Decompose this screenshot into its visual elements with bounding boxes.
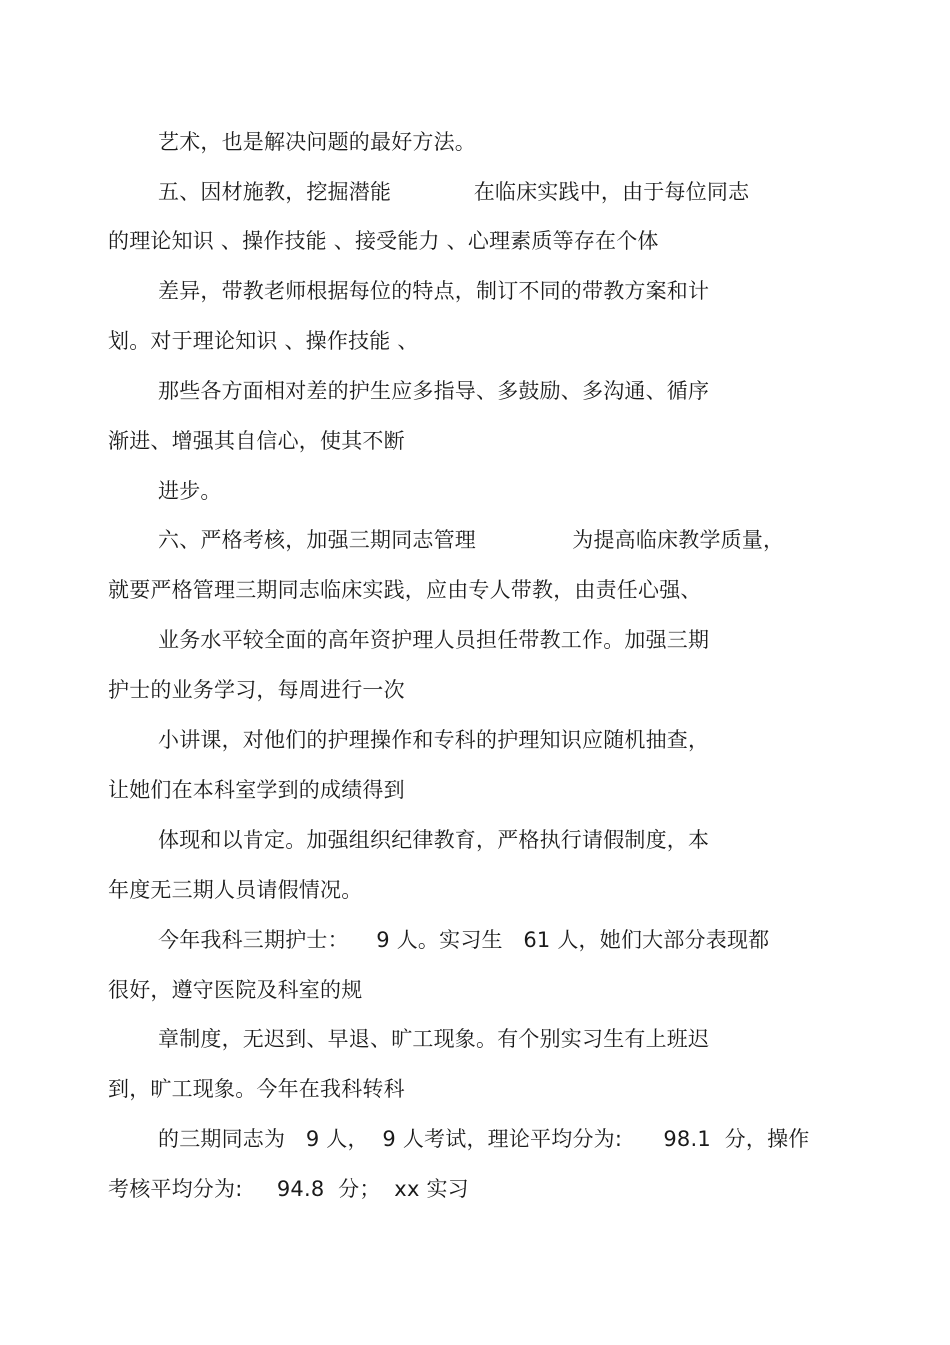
text-line: 体现和以肯定。加强组织纪律教育，严格执行请假制度，本 xyxy=(158,828,710,852)
text-line: 进步。 xyxy=(158,479,222,503)
text-line: 的理论知识 、操作技能 、接受能力 、心理素质等存在个体 xyxy=(108,229,659,253)
text-line: 六、严格考核，加强三期同志管理 为提高临床教学质量， xyxy=(158,528,785,552)
text-line: 让她们在本科室学到的成绩得到 xyxy=(108,778,405,802)
text-line: 考核平均分为: 94.8 分； xx 实习 xyxy=(108,1177,469,1201)
text-line: 章制度，无迟到、早退、旷工现象。有个别实习生有上班迟 xyxy=(158,1027,710,1051)
text-line: 划。对于理论知识 、操作技能 、 xyxy=(108,329,419,353)
text-line: 艺术，也是解决问题的最好方法。 xyxy=(158,130,476,154)
text-line: 年度无三期人员请假情况。 xyxy=(108,878,363,902)
text-line: 渐进、增强其自信心，使其不断 xyxy=(108,429,405,453)
text-line: 的三期同志为 9 人， 9 人考试，理论平均分为: 98.1 分，操作 xyxy=(158,1127,810,1151)
text-line: 差异，带教老师根据每位的特点，制订不同的带教方案和计 xyxy=(158,279,710,303)
text-line: 今年我科三期护士： 9 人。实习生 61 人，她们大部分表现都 xyxy=(158,928,770,952)
text-line: 那些各方面相对差的护生应多指导、多鼓励、多沟通、循序 xyxy=(158,379,710,403)
text-line: 五、因材施教，挖掘潜能 在临床实践中，由于每位同志 xyxy=(158,180,750,204)
text-line: 业务水平较全面的高年资护理人员担任带教工作。加强三期 xyxy=(158,628,710,652)
text-line: 就要严格管理三期同志临床实践，应由专人带教，由责任心强、 xyxy=(108,578,702,602)
text-line: 到，旷工现象。今年在我科转科 xyxy=(108,1077,405,1101)
text-line: 很好，遵守医院及科室的规 xyxy=(108,978,363,1002)
text-line: 护士的业务学习，每周进行一次 xyxy=(108,678,405,702)
text-line: 小讲课，对他们的护理操作和专科的护理知识应随机抽查， xyxy=(158,728,710,752)
